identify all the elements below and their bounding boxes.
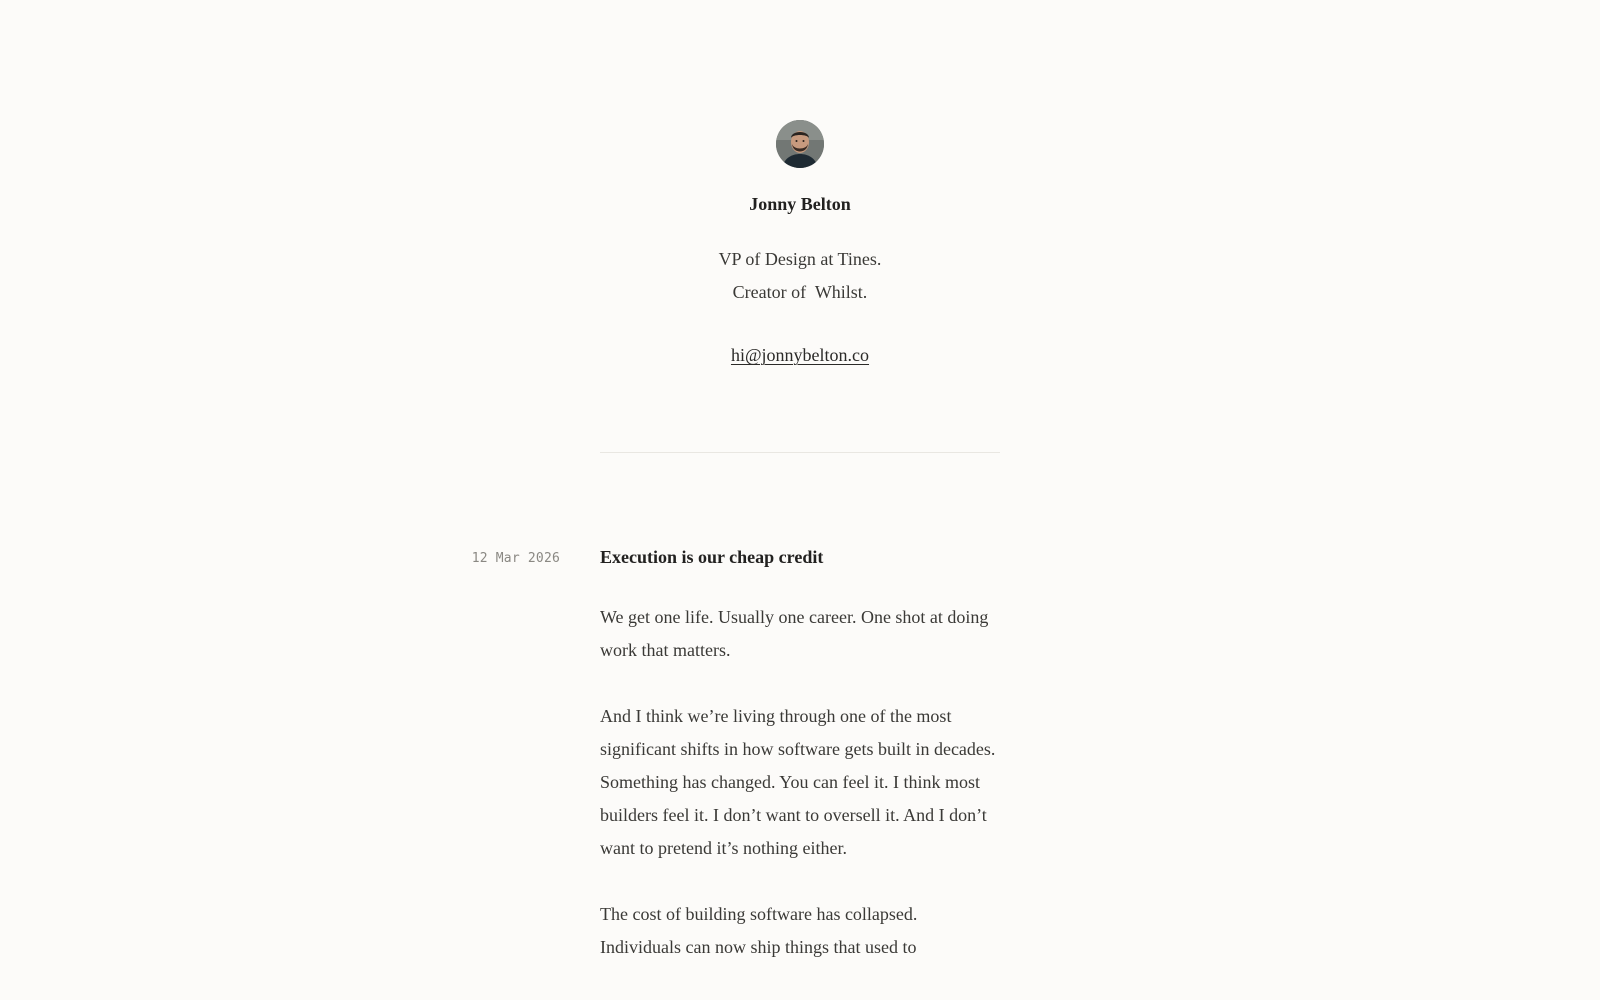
email-container	[0, 342, 1600, 368]
post-paragraph: The cost of building software has collapsed. Individuals can now ship things that used to	[600, 904, 918, 957]
avatar	[776, 120, 824, 168]
post-entry	[600, 545, 1000, 964]
avatar-portrait-image	[776, 120, 824, 168]
bio-line-creator: Creator of Whilst.	[732, 282, 868, 302]
post-paragraph: We get one life. Usually one career. One shot at doing work that matters.	[600, 607, 989, 660]
email-link[interactable]: hi@jonnybelton.co	[730, 345, 870, 365]
post-paragraph: And I think we’re living through one of the most significant shifts in how software gets built in decades. Something has changed. You can feel it. I think most builders feel it. I don’t want to oversell it. And I don’t want to pretend it’s nothing either.	[600, 706, 996, 858]
profile-name: Jonny Belton	[749, 194, 851, 214]
profile-bio	[0, 243, 1600, 309]
post-body	[600, 601, 1000, 964]
bio-line-role: VP of Design at Tines.	[718, 249, 882, 269]
post-title[interactable]: Execution is our cheap credit	[600, 547, 824, 567]
post-date: 12 Mar 2026	[471, 551, 560, 566]
section-divider	[600, 452, 1000, 453]
